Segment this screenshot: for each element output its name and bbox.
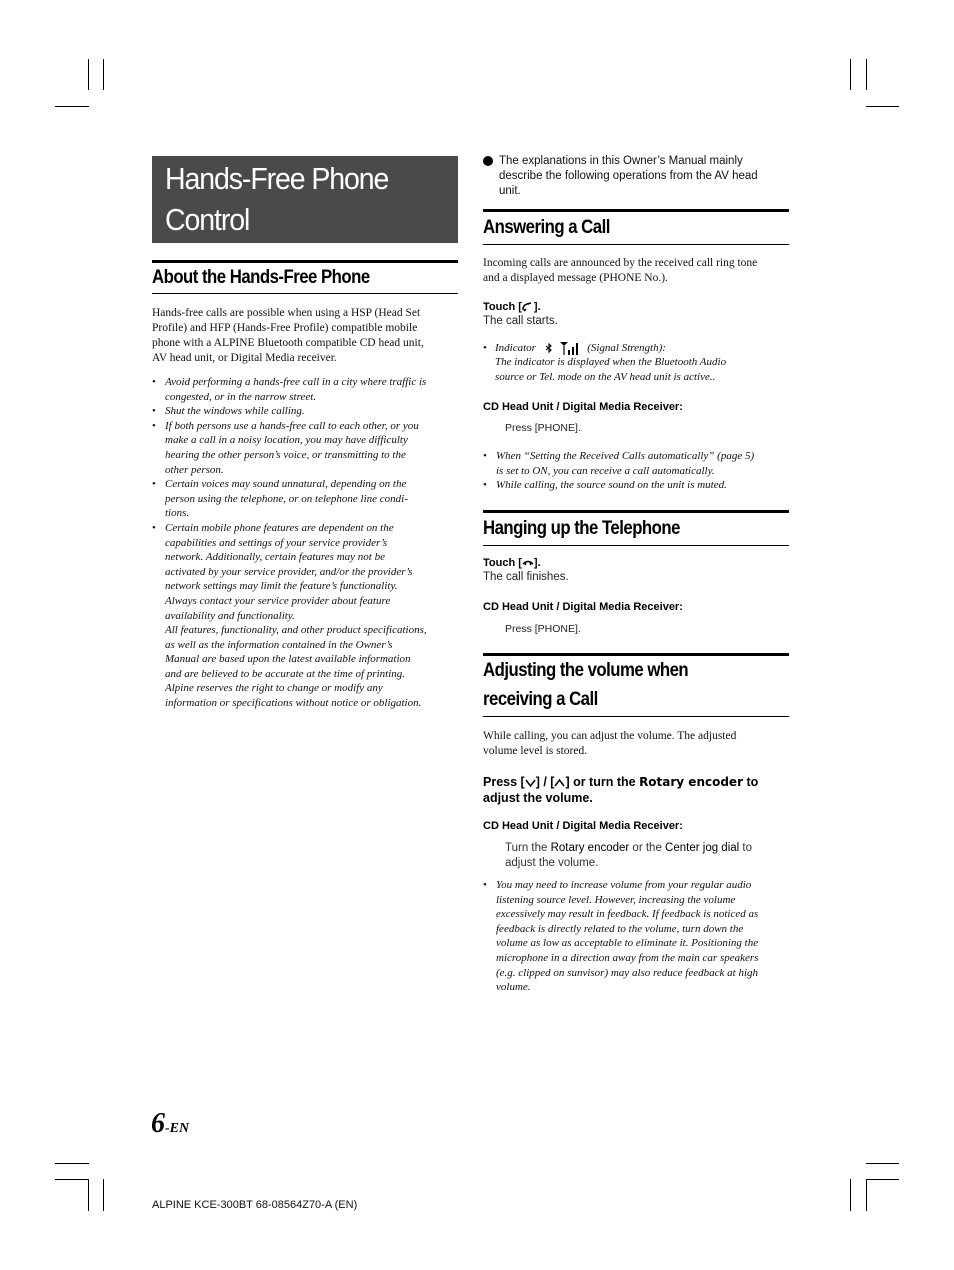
instruction-text: Press <box>505 422 532 434</box>
page-title-block <box>152 156 458 243</box>
instruction-text: ]. <box>533 557 541 569</box>
text-line: Incoming calls are announced by the received call ring tone <box>483 257 758 269</box>
center-jog-dial-label: Center jog dial <box>665 842 740 854</box>
text-line: All features, functionality, and other product specifications, <box>165 624 427 637</box>
phone-button-label: [PHONE]. <box>534 623 581 635</box>
page-title-line: Hands-Free Phone <box>165 161 389 196</box>
instruction-text: to <box>742 775 759 789</box>
text-line: • Certain mobile phone features are dependent on the <box>165 521 394 534</box>
answering-notes-list <box>483 449 793 493</box>
text-line: capabilities and settings of your service provider’s <box>165 536 388 549</box>
page-number <box>151 1108 189 1140</box>
text-line: activated by your service provider, and/or the provider’s <box>165 565 413 578</box>
list-item <box>152 477 462 521</box>
list-item <box>152 375 462 404</box>
about-intro <box>152 306 458 366</box>
text-line: excessively may result in feedback. If feedback is noticed as <box>496 908 759 921</box>
text-line: • While calling, the source sound on the unit is muted. <box>496 479 727 492</box>
heading-text: receiving a Call <box>483 688 598 710</box>
heading-text: Hanging up the Telephone <box>483 517 680 539</box>
signal-strength-icon <box>559 341 581 356</box>
page-title <box>165 158 388 240</box>
text-line: The indicator is displayed when the Bluetooth Audio <box>495 356 727 368</box>
text-line: • You may need to increase volume from your regular audio <box>496 879 752 891</box>
list-item <box>152 404 462 419</box>
text-line: While calling, you can adjust the volume. The adjusted <box>483 730 737 742</box>
filled-circle-bullet-icon <box>483 156 493 166</box>
text-line: tions. <box>165 507 190 520</box>
text-line: make a call in a noisy location, you may have difficulty <box>165 434 408 447</box>
volume-intro <box>483 729 789 759</box>
page-title-line: Control <box>165 202 250 237</box>
text-line: microphone in a direction away from the main car speakers <box>496 951 759 964</box>
instruction-text: Turn the <box>505 842 551 854</box>
instruction-text: or the <box>629 842 666 854</box>
phone-button-label: [PHONE]. <box>534 422 581 434</box>
section-heading-about <box>152 260 458 294</box>
text-line: person using the telephone, or on telephone line condi- <box>165 492 408 505</box>
press-instruction <box>505 623 581 635</box>
bullet-icon: • <box>483 342 487 354</box>
text-line: and are believed to be accurate at the time of printing. <box>165 667 406 680</box>
text-line: unit. <box>499 185 521 197</box>
text-line: network. Additionally, certain features may not be <box>165 551 385 564</box>
text-line: • Avoid performing a hands-free call in a city where traffic is <box>165 376 427 388</box>
heading-text: Answering a Call <box>483 216 610 238</box>
call-end-icon <box>522 558 534 568</box>
rotary-encoder-label: Rotary encoder <box>550 842 630 854</box>
instruction-text: ] or turn the <box>565 775 640 789</box>
chevron-up-icon <box>554 778 565 788</box>
text-line: volume as low as acceptable to eliminate it. Positioning the <box>496 937 759 950</box>
list-item <box>483 878 793 995</box>
cd-head-unit-label: CD Head Unit / Digital Media Receiver: <box>483 401 683 413</box>
list-item <box>483 478 793 493</box>
volume-notes-list <box>483 878 793 995</box>
touch-instruction <box>483 557 541 569</box>
text-line: other person. <box>165 463 224 476</box>
volume-instruction <box>483 774 758 806</box>
touch-instruction <box>483 301 541 313</box>
instruction-text: to <box>739 842 752 854</box>
footer-text: ALPINE KCE-300BT 68-08564Z70-A (EN) <box>152 1199 358 1211</box>
rotary-encoder-label: Rotary encoder <box>639 775 743 789</box>
text-line: listening source level. However, increasing the volume <box>496 893 736 906</box>
text-line: • Shut the windows while calling. <box>165 405 305 418</box>
text-line: network settings may limit the feature’s functionality. <box>165 580 398 593</box>
call-answer-icon <box>522 302 534 312</box>
about-notes-list <box>152 375 462 711</box>
text-line: volume level is stored. <box>483 745 588 757</box>
indicator-signal-text: (Signal Strength): <box>587 342 666 355</box>
chevron-down-icon <box>525 778 536 788</box>
text-line: Profile) and HFP (Hands-Free Profile) compatible mobile <box>152 322 418 334</box>
instruction-text: adjust the volume. <box>483 791 593 805</box>
text-line: feedback is directly related to the volume, turn down the <box>496 922 744 935</box>
text-line: • Certain voices may sound unnatural, depending on the <box>165 478 407 491</box>
section-heading-volume <box>483 653 789 717</box>
text-line: describe the following operations from the AV head <box>499 170 758 182</box>
text-line: AV head unit, or Digital Media receiver. <box>152 352 337 364</box>
instruction-text: adjust the volume. <box>505 857 599 869</box>
text-line: volume. <box>496 981 531 994</box>
text-line: Always contact your service provider about feature <box>165 594 391 607</box>
text-line: hearing the other person’s voice, or transmitting to the <box>165 448 406 461</box>
cd-head-unit-label: CD Head Unit / Digital Media Receiver: <box>483 820 683 832</box>
instruction-text: ]. <box>533 301 541 313</box>
instruction-text: Touch [ <box>483 301 522 313</box>
list-item <box>152 521 462 711</box>
section-heading-answering <box>483 209 789 245</box>
turn-instruction <box>505 841 752 871</box>
text-line: The explanations in this Owner’s Manual mainly <box>499 155 743 167</box>
instruction-text: Press [ <box>483 775 525 789</box>
list-item <box>483 449 793 478</box>
text-line: source or Tel. mode on the AV head unit is active.. <box>495 371 716 383</box>
indicator-label: Indicator <box>495 342 536 355</box>
instruction-text: ] / [ <box>535 775 555 789</box>
text-line: information or specifications without notice or obligation. <box>165 697 422 710</box>
text-line: as well as the information contained in the Owner’s <box>165 638 393 651</box>
page-number-digit: 6 <box>151 1108 165 1139</box>
instruction-text: Press <box>505 623 532 635</box>
text-line: (e.g. clipped on sunvisor) may also reduce feedback at high <box>496 966 758 979</box>
result-text: The call starts. <box>483 315 558 327</box>
cd-head-unit-label: CD Head Unit / Digital Media Receiver: <box>483 601 683 613</box>
list-item <box>152 419 462 477</box>
text-line: availability and functionality. <box>165 609 295 622</box>
text-line: Manual are based upon the latest available information <box>165 653 411 666</box>
text-line: • When “Setting the Received Calls automatically” (page 5) <box>496 450 755 462</box>
press-instruction <box>505 422 581 434</box>
text-line: and a displayed message (PHONE No.). <box>483 272 668 284</box>
instruction-text: Touch [ <box>483 557 522 569</box>
answering-intro <box>483 256 789 286</box>
text-line: Hands-free calls are possible when using a HSP (Head Set <box>152 307 421 319</box>
heading-text: Adjusting the volume when <box>483 659 689 681</box>
bluetooth-icon <box>543 343 555 354</box>
section-heading-hanging-up <box>483 510 789 546</box>
text-line: Alpine reserves the right to change or modify any <box>165 682 383 695</box>
text-line: phone with a ALPINE Bluetooth compatible CD head unit, <box>152 337 424 349</box>
page-number-suffix: -EN <box>165 1121 190 1136</box>
result-text: The call finishes. <box>483 571 569 583</box>
text-line: • If both persons use a hands-free call to each other, or you <box>165 419 419 432</box>
text-line: congested, or in the narrow street. <box>165 390 317 403</box>
text-line: is set to ON, you can receive a call automatically. <box>496 464 715 477</box>
heading-text: About the Hands-Free Phone <box>152 266 370 288</box>
